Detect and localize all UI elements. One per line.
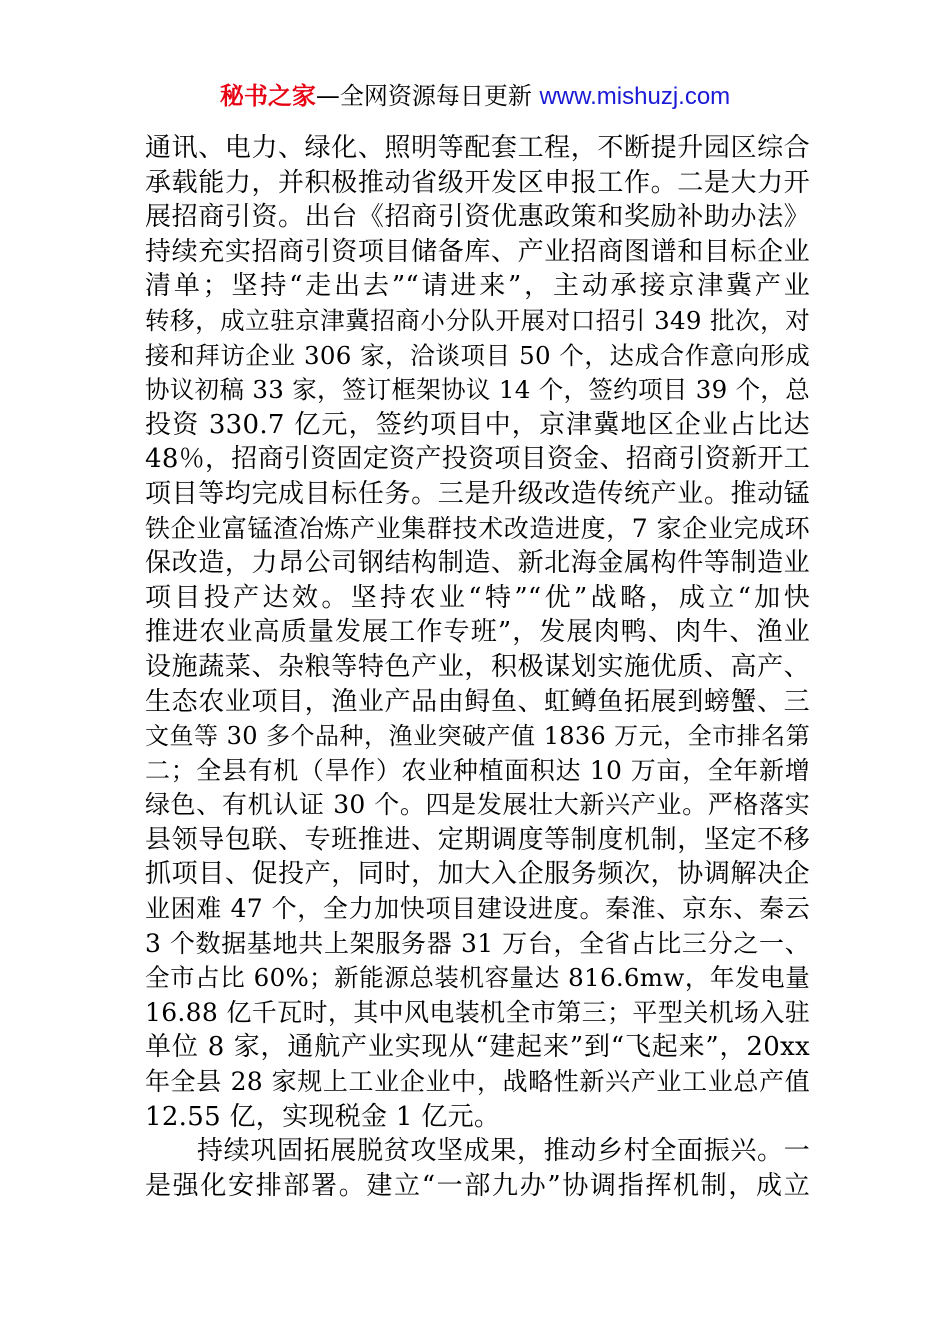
text-line: 投资 330.7 亿元，签约项目中，京津冀地区企业占比达 <box>145 409 810 440</box>
text-line: 二；全县有机（旱作）农业种植面积达 10 万亩，全年新增 <box>145 755 810 785</box>
text-line: 抓项目、促投产，同时，加大入企服务频次，协调解决企 <box>145 859 810 890</box>
document-body <box>145 131 810 1203</box>
text-line: 业困难 47 个，全力加快项目建设进度。秦淮、京东、秦云 <box>145 894 810 924</box>
text-line: 铁企业富锰渣冶炼产业集群技术改造进度，7 家企业完成环 <box>145 513 810 543</box>
text-line: 文鱼等 30 多个品种，渔业突破产值 1836 万元，全市排名第 <box>145 722 810 751</box>
text-line: 推进农业高质量发展工作专班”，发展肉鸭、肉牛、渔业 <box>145 617 810 648</box>
site-url-link[interactable]: www.mishuzj.com <box>539 83 731 110</box>
text-line: 设施蔬菜、杂粮等特色产业，积极谋划实施优质、高产、 <box>145 651 810 682</box>
text-line: 3 个数据基地共上架服务器 31 万台，全省占比三分之一、 <box>145 928 810 958</box>
paragraph-end-line: 12.55 亿，实现税金 1 亿元。 <box>145 1101 501 1132</box>
text-line: 全市占比 60%；新能源总装机容量达 816.6mw，年发电量 <box>145 963 810 993</box>
text-line: 协议初稿 33 家，签订框架协议 14 个，签约项目 39 个，总 <box>145 375 810 405</box>
text-line: 48％，招商引资固定资产投资项目资金、招商引资新开工 <box>145 444 810 475</box>
text-line: 持续充实招商引资项目储备库、产业招商图谱和目标企业 <box>145 236 810 267</box>
text-line: 项目投产达效。坚持农业“特”“优”战略，成立“加快 <box>145 582 810 613</box>
text-line: 绿色、有机认证 30 个。四是发展壮大新兴产业。严格落实 <box>145 790 810 820</box>
text-line: 县领导包联、专班推进、定期调度等制度机制，坚定不移 <box>145 824 810 855</box>
header-tagline: —全网资源每日更新 <box>315 82 540 110</box>
paragraph-start-line: 持续巩固拓展脱贫攻坚成果，推动乡村全面振兴。一 <box>197 1136 810 1167</box>
text-line: 通讯、电力、绿化、照明等配套工程，不断提升园区综合 <box>145 133 810 163</box>
text-line: 保改造，力昂公司钢结构制造、新北海金属构件等制造业 <box>145 548 810 579</box>
text-line: 16.88 亿千瓦时，其中风电装机全市第三；平型关机场入驻 <box>145 997 810 1027</box>
text-line: 承载能力，并积极推动省级开发区申报工作。二是大力开 <box>145 167 810 198</box>
brand-name: 秘书之家 <box>219 82 316 110</box>
text-line: 转移，成立驻京津冀招商小分队开展对口招引 349 批次，对 <box>145 305 810 335</box>
text-line: 生态农业项目，渔业产品由鲟鱼、虹鳟鱼拓展到螃蟹、三 <box>145 686 810 717</box>
text-line: 年全县 28 家规上工业企业中，战略性新兴产业工业总产值 <box>145 1067 810 1097</box>
text-line: 展招商引资。出台《招商引资优惠政策和奖励补助办法》 <box>145 202 810 233</box>
text-line: 清单；坚持“走出去”“请进来”，主动承接京津冀产业 <box>145 271 810 302</box>
text-line: 接和拜访企业 306 家，洽谈项目 50 个，达成合作意向形成 <box>145 340 810 370</box>
text-line: 是强化安排部署。建立“一部九办”协调指挥机制，成立 <box>145 1170 810 1201</box>
text-line: 项目等均完成目标任务。三是升级改造传统产业。推动锰 <box>145 478 810 509</box>
site-header <box>0 80 950 113</box>
text-line: 单位 8 家，通航产业实现从“建起来”到“飞起来”，20xx <box>145 1032 810 1063</box>
